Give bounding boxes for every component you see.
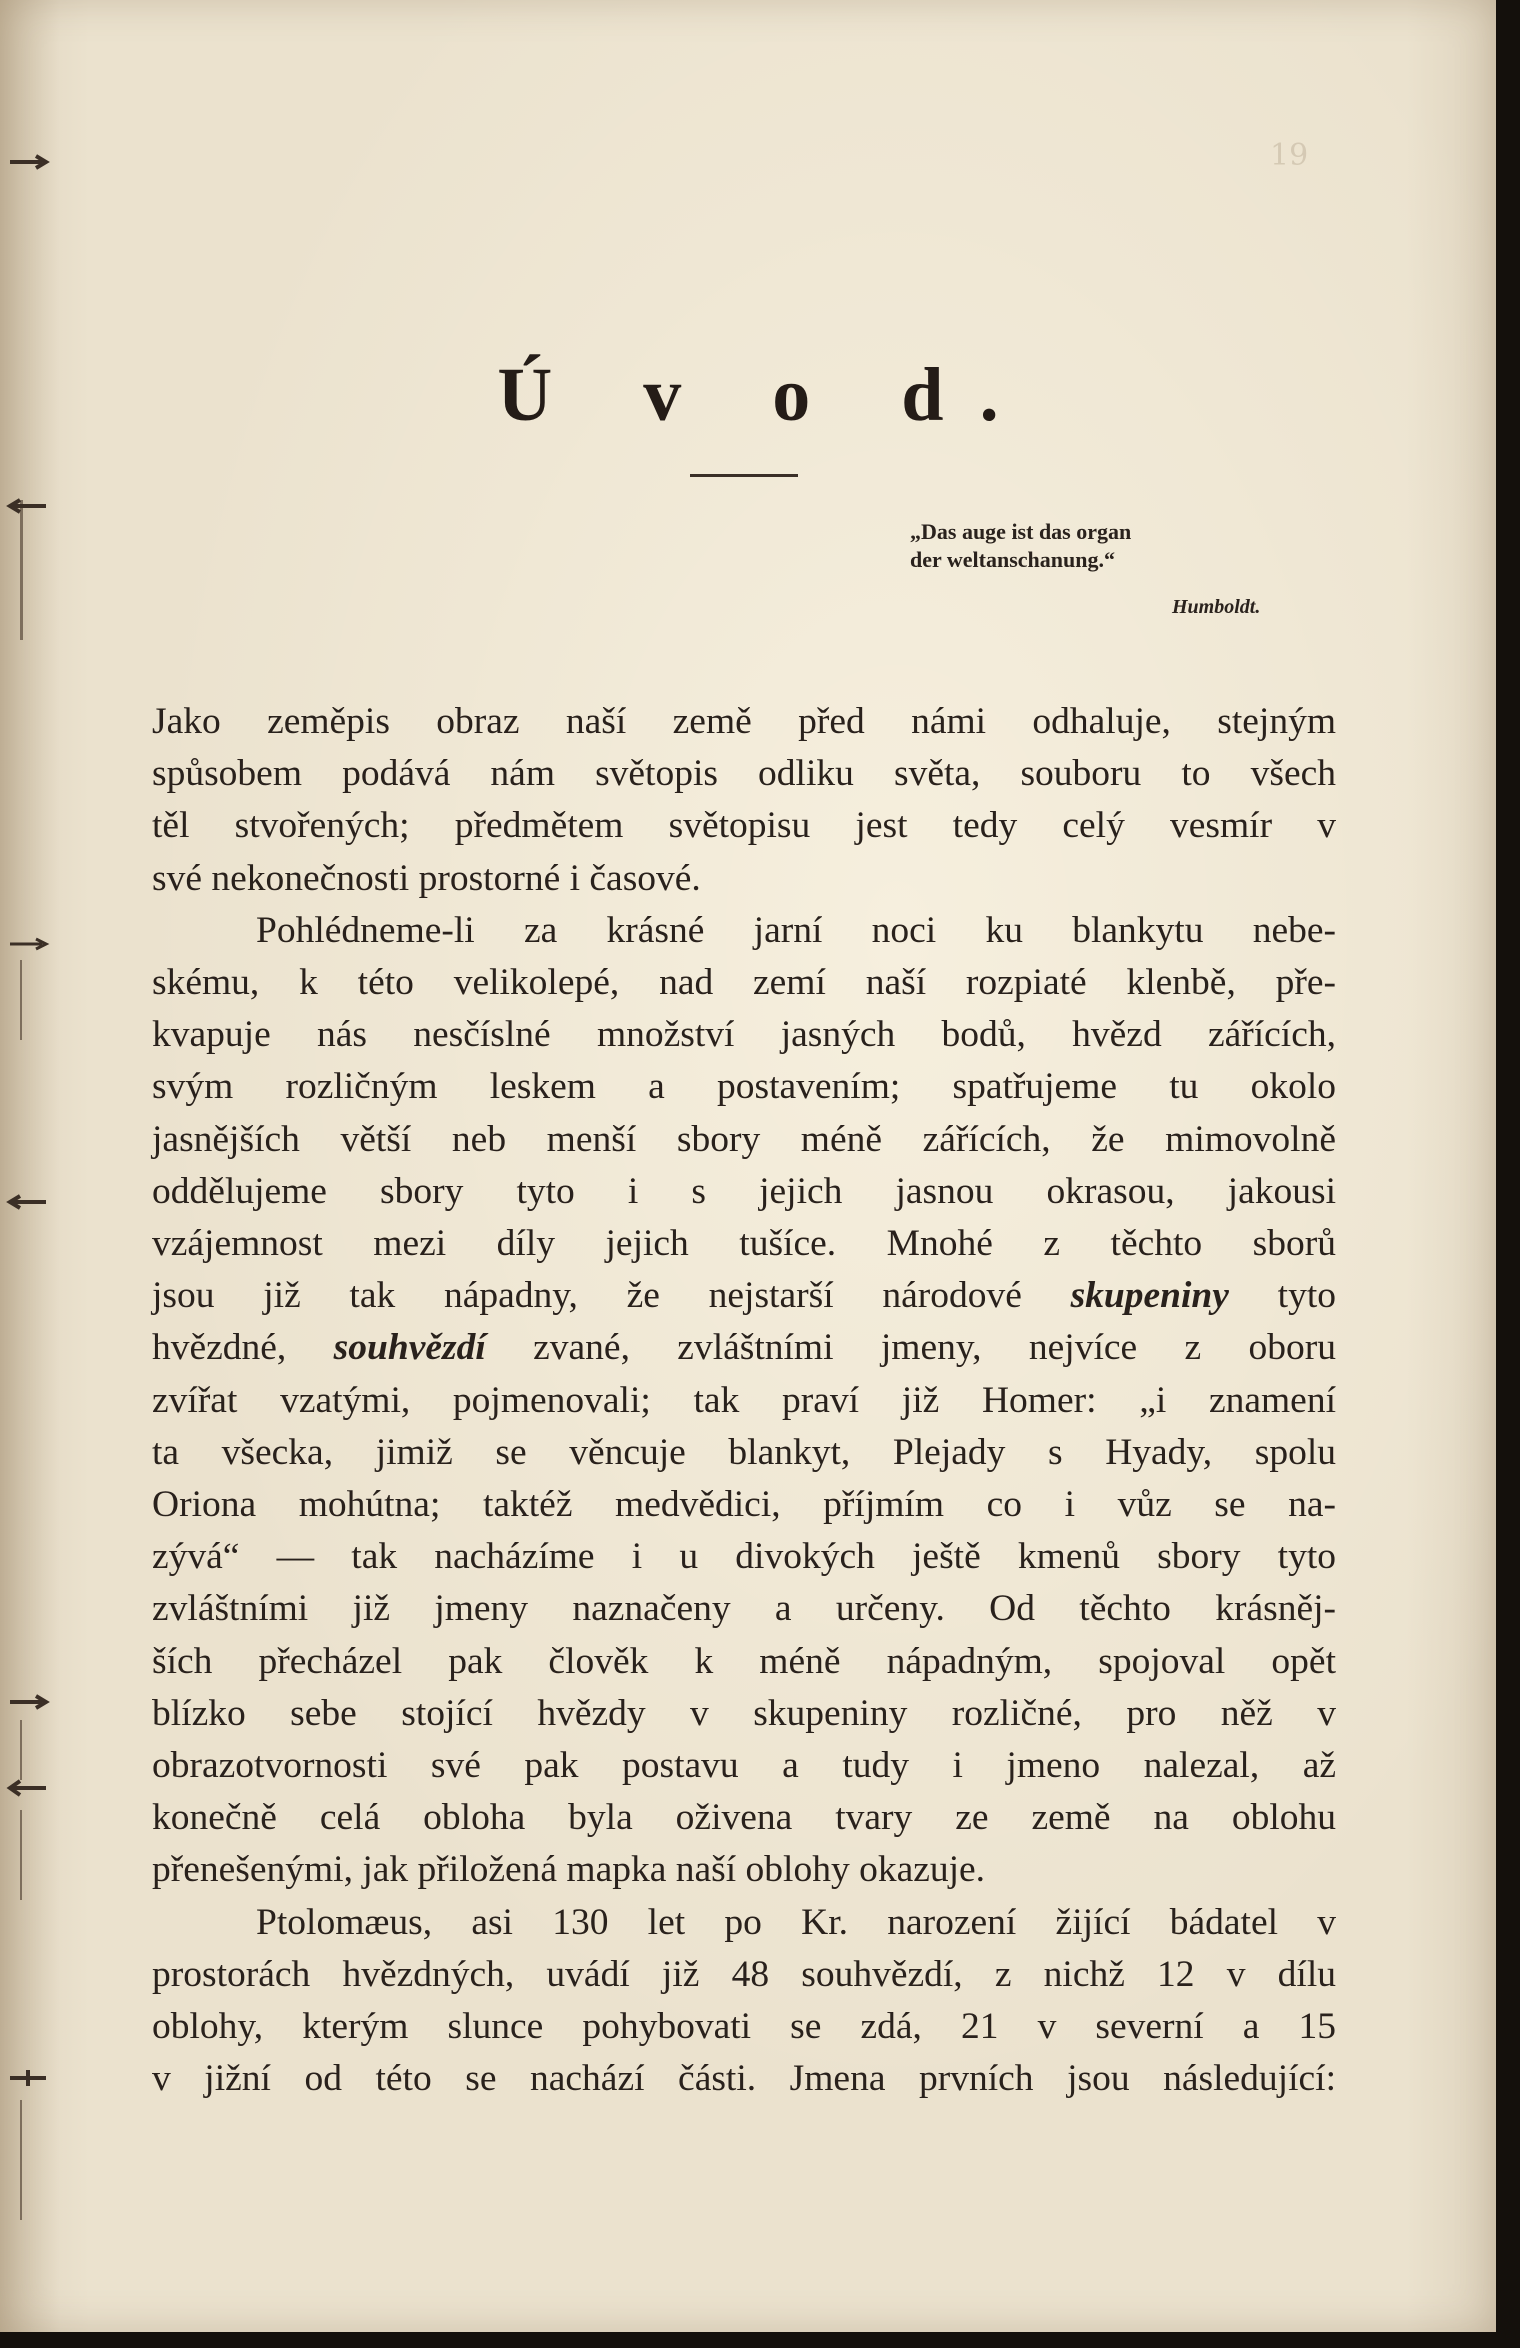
- text-line: přenešenými, jak přiložená mapka naší oblohy okazuje.: [152, 1849, 986, 1891]
- epigraph: [910, 518, 1250, 574]
- text-line: Oriona mohútna; taktéž medvědici, příjmím co i vůz se na-: [152, 1484, 1336, 1526]
- binding-mark: [20, 2100, 22, 2220]
- text-line: skému, k této velikolepé, nad zemí naší rozpiaté klenbě, pře-: [152, 962, 1336, 1004]
- text-line: Ptolomæus, asi 130 let po Kr. narození žijící bádatel v: [256, 1901, 1336, 1943]
- text-line: jasnějších větší neb menší sbory méně zářících, že mimovolně: [152, 1118, 1336, 1160]
- text-line: svým rozličným leskem a postavením; spatřujeme tu okolo: [152, 1066, 1336, 1108]
- text-line: Jako zeměpis obraz naší země před námi odhaluje, stejným: [152, 701, 1336, 742]
- text-line: blízko sebe stojící hvězdy v skupeniny rozličné, pro něž v: [152, 1692, 1336, 1734]
- text-line: konečně celá obloha byla oživena tvary ze země na oblohu: [152, 1797, 1336, 1839]
- binding-stitch-icon: [6, 1190, 52, 1214]
- text-line: kvapuje nás nesčíslné množství jasných bodů, hvězd zářících,: [152, 1014, 1336, 1056]
- binding-shadow: [0, 0, 60, 2332]
- chapter-title: Ú v o d.: [497, 353, 1035, 437]
- binding-stitch-icon: [6, 494, 52, 518]
- emphasis-term: souhvězdí: [333, 1327, 486, 1369]
- text-span: jsou již tak nápadny, že nejstarší národové: [152, 1275, 1071, 1317]
- text-line: zývá“ — tak nacházíme i u divokých ještě kmenů sbory tyto: [152, 1536, 1336, 1578]
- text-line: ta všecka, jimiž se věncuje blankyt, Plejady s Hyady, spolu: [152, 1431, 1336, 1473]
- binding-stitch-icon: [6, 2066, 52, 2090]
- text-line: prostorách hvězdných, uvádí již 48 souhvězdí, z nichž 12 v dílu: [152, 1953, 1336, 1995]
- text-line: v jižní od této se nachází části. Jmena prvních jsou následující:: [152, 2058, 1336, 2100]
- text-line: [152, 1322, 1336, 1374]
- text-line: vzájemnost mezi díly jejich tušíce. Mnohé z těchto sborů: [152, 1223, 1336, 1265]
- binding-stitch-icon: [6, 1776, 52, 1800]
- binding-mark: [20, 1720, 22, 1780]
- scan-border-bottom: [0, 2332, 1520, 2348]
- emphasis-term: skupeniny: [1070, 1275, 1229, 1317]
- text-line: své nekonečnosti prostorné i časové.: [152, 857, 701, 899]
- body-text: [152, 696, 1336, 2105]
- text-line: oddělujeme sbory tyto i s jejich jasnou okrasou, jakousi: [152, 1170, 1336, 1212]
- binding-mark: [20, 1810, 22, 1900]
- text-line: zvířat vzatými, pojmenovali; tak praví již Homer: „i znamení: [152, 1379, 1336, 1421]
- text-line: obrazotvornosti své pak postavu a tudy i jmeno nalezal, až: [152, 1745, 1336, 1787]
- binding-mark: [20, 500, 23, 640]
- text-line: těl stvořených; předmětem světopisu jest tedy celý vesmír v: [152, 805, 1336, 847]
- title-divider: [690, 474, 798, 477]
- text-line: Pohlédneme-li za krásné jarní noci ku blankytu nebe-: [256, 909, 1336, 951]
- epigraph-line: „Das auge ist das organ: [910, 519, 1132, 544]
- text-span: tyto: [1228, 1275, 1336, 1317]
- text-span: hvězdné,: [152, 1327, 334, 1369]
- scan-border-right: [1496, 0, 1520, 2348]
- text-line: ších přecházel pak člověk k méně nápadným, spojoval opět: [152, 1640, 1336, 1682]
- binding-mark: [20, 960, 22, 1040]
- text-span: zvané, zvláštními jmeny, nejvíce z oboru: [485, 1327, 1337, 1369]
- page-number: 19: [1270, 138, 1309, 173]
- binding-stitch-icon: [6, 1690, 52, 1714]
- binding-stitch-icon: [6, 932, 52, 956]
- text-line: spůsobem podává nám světopis odliku světa, souboru to všech: [152, 753, 1336, 795]
- text-line: oblohy, kterým slunce pohybovati se zdá, 21 v severní a 15: [152, 2006, 1336, 2048]
- text-line: [152, 1270, 1336, 1322]
- epigraph-line: der weltanschanung.“: [910, 547, 1115, 572]
- epigraph-author: Humboldt.: [1172, 596, 1261, 618]
- binding-stitch-icon: [6, 150, 52, 174]
- text-line: zvláštními již jmeny naznačeny a určeny. Od těchto krásněj-: [152, 1588, 1336, 1630]
